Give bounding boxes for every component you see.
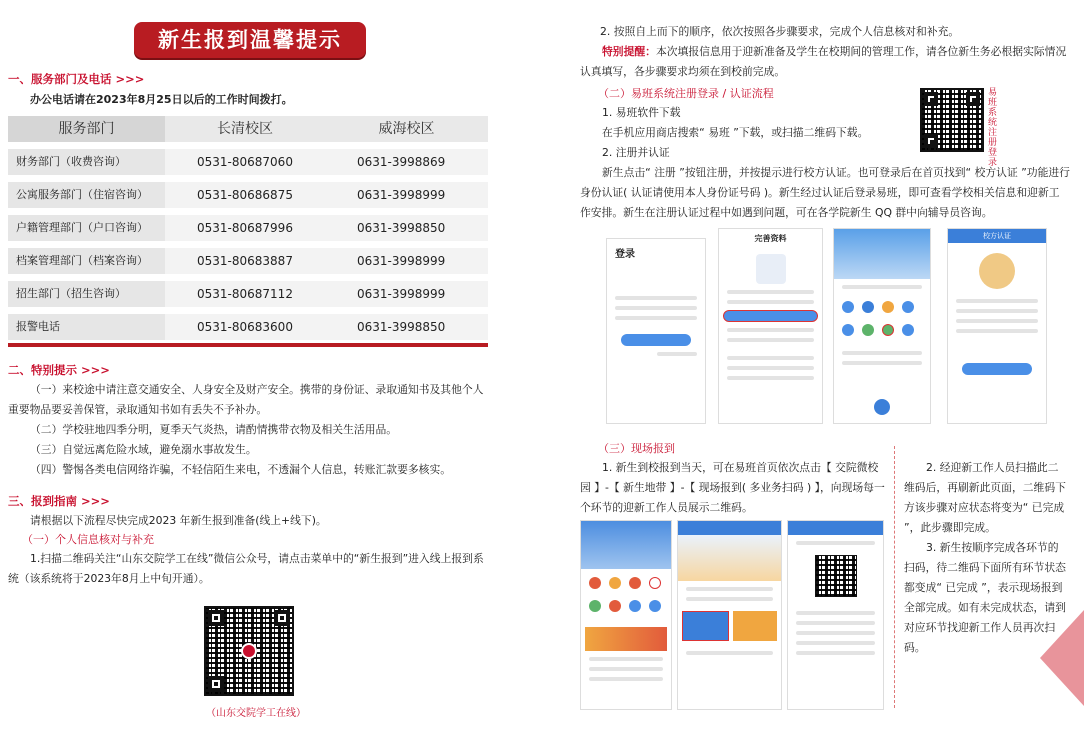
school-logo-icon [241,643,257,659]
dept-cell: 报警电话 [8,314,165,340]
phone-cell: 0631-3998850 [325,314,488,340]
subsection-3-heading: （三）现场报到 [598,442,675,455]
qr-finder-icon [924,92,938,106]
qr-finder-icon [274,610,290,626]
guide-intro: 请根据以下流程尽快完成2023 年新生报到准备(线上+线下)。 [30,514,327,527]
qr-finder-icon [208,610,224,626]
phone-cell: 0531-80686875 [165,182,325,208]
phone-cell: 0631-3998999 [325,281,488,307]
table-row [8,149,488,175]
tip-1: （一）来校途中请注意交通安全、人身安全及财产安全。携带的身份证、录取通知书及其他个人重要物品要妥善保管，录取通知书如有丢失不予补办。 [8,383,484,416]
header-dept: 服务部门 [8,116,165,142]
table-divider [8,343,488,347]
phone-cell: 0531-80687112 [165,281,325,307]
phone-cell: 0531-80687996 [165,215,325,241]
contact-table [8,116,488,347]
subsection-1-heading: （一）个人信息核对与补充 [22,533,154,546]
yiban-step-2: 2. 注册并认证 [602,146,670,159]
campus-app-screenshot [580,520,672,710]
freshman-zone-screenshot [677,520,782,710]
special-reminder-text: 本次填报信息用于迎新准备及学生在校期间的管理工作，请各位新生务必根据实际情况认真填写，各步骤要求均须在到校前完成。 [580,45,1067,78]
header-weihai: 威海校区 [325,116,488,142]
dept-cell: 财务部门（收费咨询） [8,149,165,175]
verify-title: 校方认证 [948,229,1046,243]
home-screenshot [833,228,931,424]
tip-2: （二）学校驻地四季分明，夏季天气炎热，请酌情携带衣物及相关生活用品。 [30,423,398,436]
yiban-step-2-text: 新生点击“ 注册 ”按钮注册，并按提示进行校方认证。也可登录后在首页找到“ 校方认证 ”功能进行身份认证( 认证请使用本人身份证号码 )。新生经过认证后登录易班，即可查看学校相关信息和迎新工作安排。新生在注册认证过程中如遇到问题，可在各学院新生 QQ 群中向辅导员咨询。 [580,166,1070,219]
table-row [8,248,488,274]
yiban-qr-code [920,88,984,152]
phone-cell: 0631-3998999 [325,248,488,274]
tip-3: （三）自觉远离危险水域，避免溺水事故发生。 [30,443,257,456]
yiban-qr-label: 易班系统注册登录 [988,88,998,168]
qr-instruction: 1.扫描二维码关注“山东交院学工在线”微信公众号，请点击菜单中的“新生报到”进入线上报到系统（该系统将于2023年8月上中旬开通）。 [8,552,484,585]
yiban-step-1: 1. 易班软件下载 [602,106,681,119]
section-1-heading: 一、服务部门及电话 >>> [8,72,145,86]
phone-cell: 0631-3998999 [325,182,488,208]
onsite-step-3: 3. 新生按顺序完成各环节的扫码，待二维码下面所有环节状态都变成“ 已完成 ”，表示现场报到全部完成。如有未完成状态，请到对应环节找迎新工作人员再次扫码。 [904,541,1066,654]
onsite-step-2: 2. 经迎新工作人员扫描此二维码后，再刷新此页面，二维码下方该步骤对应状态将变为“ 已完成 ”，此步骤即完成。 [904,461,1066,534]
login-screenshot [606,238,706,424]
phone-cell: 0531-80683600 [165,314,325,340]
onsite-qr-screenshot [787,520,884,710]
column-divider [894,446,895,708]
section-2-heading: 二、特别提示 >>> [8,363,110,377]
dept-cell: 公寓服务部门（住宿咨询） [8,182,165,208]
yiban-step-1-text: 在手机应用商店搜索“ 易班 ”下载，或扫描二维码下载。 [602,126,869,139]
profile-title: 完善资料 [754,234,787,243]
onsite-step-1: 1. 新生到校报到当天，可在易班首页依次点击【 交院微校园 】-【 新生地带 】-【 现场报到( 多业务扫码 ) 】，向现场每一个环节的迎新工作人员展示二维码。 [580,461,885,514]
phone-cell: 0631-3998869 [325,149,488,175]
table-row [8,215,488,241]
tip-4: （四）警惕各类电信网络诈骗，不轻信陌生来电，不透漏个人信息，转账汇款要多核实。 [30,463,452,476]
qr-caption: （山东交院学工在线） [206,708,306,719]
phone-cell: 0531-80683887 [165,248,325,274]
qr-finder-icon [924,134,938,148]
header-changqing: 长清校区 [165,116,325,142]
qr-finder-icon [966,92,980,106]
table-header [8,116,488,142]
table-row [8,314,488,340]
dept-cell: 户籍管理部门（户口咨询） [8,215,165,241]
office-hours-note: 办公电话请在2023年8月25日以后的工作时间拨打。 [30,93,293,106]
qr-finder-icon [208,676,224,692]
dept-cell: 档案管理部门（档案咨询） [8,248,165,274]
step-2-text: 2. 按照自上而下的顺序，依次按照各步骤要求，完成个人信息核对和补充。 [600,25,960,38]
verify-screenshot [947,228,1047,424]
dept-cell: 招生部门（招生咨询） [8,281,165,307]
section-3-heading: 三、报到指南 >>> [8,494,110,508]
phone-cell: 0631-3998850 [325,215,488,241]
table-row [8,281,488,307]
page-title: 新生报到温馨提示 [134,22,366,58]
corner-decoration [1040,610,1084,706]
profile-screenshot [718,228,823,424]
special-reminder-label: 特别提醒： [602,45,656,58]
special-reminder [580,42,1070,82]
wechat-qr-code [204,606,294,696]
table-row [8,182,488,208]
subsection-2-heading: （二）易班系统注册登录 / 认证流程 [598,87,774,100]
login-title: 登录 [615,249,635,260]
phone-cell: 0531-80687060 [165,149,325,175]
